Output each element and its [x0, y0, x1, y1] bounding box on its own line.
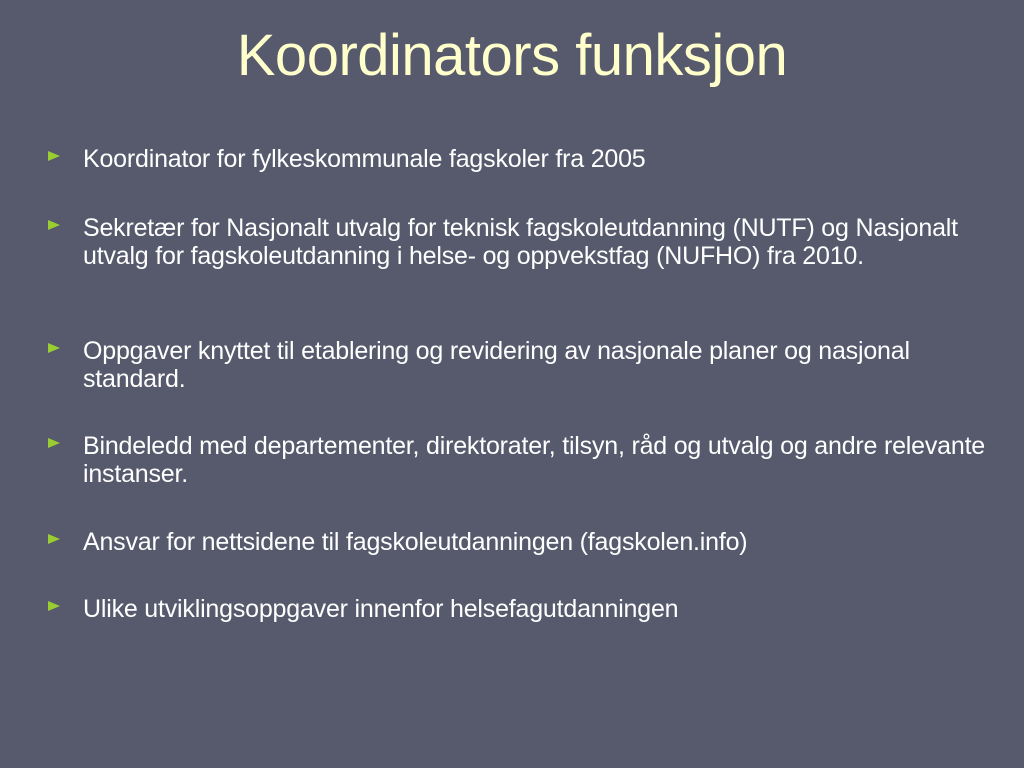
- bullet-text: Oppgaver knyttet til etablering og revidering av nasjonale planer og nasjonal standard.: [83, 337, 910, 393]
- bullet-text: Ansvar for nettsidene til fagskoleutdanningen (fagskolen.info): [83, 528, 748, 556]
- bullet-text: Ulike utviklingsoppgaver innenfor helsefagutdanningen: [83, 595, 679, 623]
- triangle-right-icon: [46, 148, 64, 166]
- triangle-right-icon: [46, 531, 64, 549]
- triangle-right-icon: [46, 435, 64, 453]
- triangle-right-icon: [46, 340, 64, 358]
- bullet-text: Bindeledd med departementer, direktorater, tilsyn, råd og utvalg og andre relevante instanser.: [83, 432, 986, 488]
- triangle-right-icon: [46, 598, 64, 616]
- triangle-right-icon: [46, 217, 64, 235]
- bullet-text: Koordinator for fylkeskommunale fagskoler fra 2005: [83, 145, 646, 173]
- bullet-text: Sekretær for Nasjonalt utvalg for teknisk fagskoleutdanning (NUTF) og Nasjonalt utvalg for fagskoleutdanning i helse- og oppvekstfag (NUFHO) fra 2010.: [83, 214, 958, 270]
- slide-title: Koordinators funksjon: [236, 23, 788, 88]
